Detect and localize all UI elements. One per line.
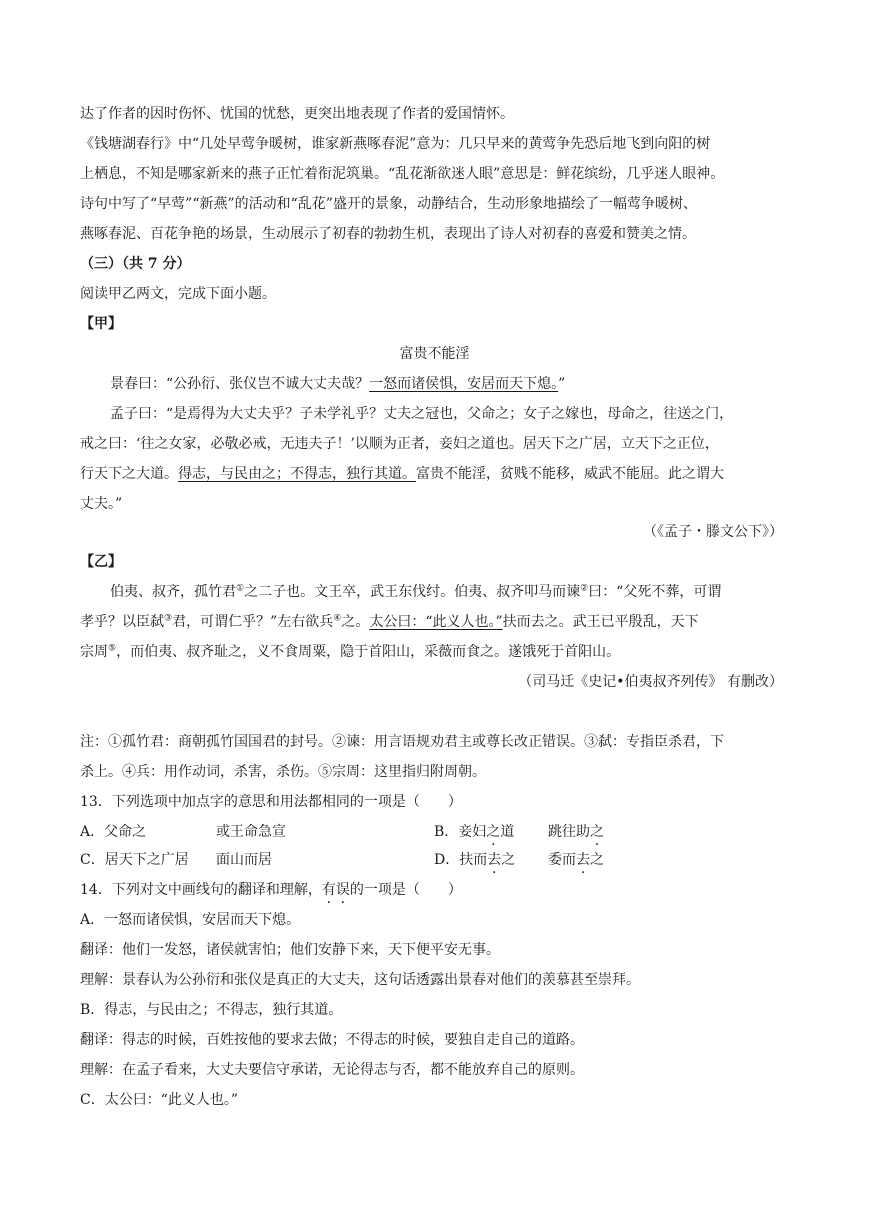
yi-line: 孝乎？以臣弑③君，可谓仁乎？”左右欲兵④之。太公曰：“此义人也。”扶而去之。武王已平殷乱，天下 [80,613,699,630]
dotted-char: 去 [576,852,590,868]
option-b-left: B．妾妇之道 [434,824,515,840]
jia-paragraph-2-line: 孟子曰：“是焉得为大丈夫乎？子未学礼乎？丈夫之冠也，父命之；女子之嫁也，母命之，往送之门， [110,406,734,422]
q14-line: B．得志，与民由之；不得志，独行其道。 [80,1002,343,1018]
underlined-sentence: 太公曰：“此义人也。” [369,614,503,630]
dotted-char: 误 [335,882,350,898]
jia-paragraph-2-line: 丈夫。” [80,496,123,512]
footnote-mark: ⑤ [108,643,117,654]
jia-paragraph-2-line: 戒之曰：‘往之女家，必敬必戒，无违夫子！’以顺为正者，妾妇之道也。居天下之广居，立天下之正位， [80,436,719,452]
text-yi-label: 【乙】 [80,554,122,570]
option-c-left: C．居天下之广居 [80,852,189,868]
option-c-right: 面山而居 [216,852,272,868]
q14-line: 理解：在孟子看来，大丈夫要信守承诺，无论得志与否，都不能放弃自己的原则。 [80,1062,584,1078]
underlined-sentence: 得志，与民由之；不得志，独行其道。 [178,466,416,482]
question-14-stem: 14．下列对文中画线句的翻译和理解，有误的一项是（ ） [80,882,462,898]
text-jia-title: 富贵不能淫 [399,346,470,362]
footnote-mark: ② [580,583,589,594]
footnote-mark: ③ [164,613,173,624]
notes-line: 注：①孤竹君：商朝孤竹国国君的封号。②谏：用言语规劝君主或尊长改正错误。③弑：专指臣杀君，下 [80,734,724,750]
option-a-left: A．父命之 [80,824,147,840]
instruction-text: 阅读甲乙两文，完成下面小题。 [80,286,276,302]
jia-source: （《孟子・滕文公下》） [643,524,783,540]
footnote-mark: ① [236,583,245,594]
section-heading: （三）（共 7 分） [80,256,191,272]
option-d-left: D．扶而去之 [434,852,516,868]
q14-line: C．太公曰：“此义人也。” [80,1092,239,1108]
footnote-mark: ④ [333,613,342,624]
text-jia-label: 【甲】 [80,316,122,332]
q14-line: 翻译：得志的时候，百姓按他的要求去做；不得志的时候，要独自走自己的道路。 [80,1032,584,1048]
yi-source: （司马迁《史记•伯夷叔齐列传》 有删改） [518,674,783,690]
dotted-char: 有 [321,882,336,898]
question-13-stem: 13．下列选项中加点字的意思和用法都相同的一项是（ ） [80,794,462,810]
q14-line: A．一怒而诸侯惧，安居而天下熄。 [80,912,301,928]
paragraph-line: 上栖息，不知是哪家新来的燕子正忙着衔泥筑巢。“乱花渐欲迷人眼”意思是：鲜花缤纷，几乎迷人眼神。 [80,166,725,182]
underlined-sentence: 一怒而诸侯惧，安居而天下熄。 [369,376,559,392]
paragraph-line: 诗句中写了“早莺”“新燕”的活动和“乱花”盛开的景象，动静结合，生动形象地描绘了一幅莺争暖树、 [80,196,697,212]
option-a-right: 或王命急宣 [216,824,286,840]
yi-line: 宗周⑤，而伯夷、叔齐耻之，义不食周粟，隐于首阳山，采薇而食之。遂饿死于首阳山。 [80,643,621,660]
jia-paragraph-1: 景春曰：“公孙衍、张仪岂不诚大丈夫哉？一怒而诸侯惧，安居而天下熄。” [110,376,566,392]
paragraph-line: 燕啄春泥、百花争艳的场景，生动展示了初春的勃勃生机，表现出了诗人对初春的喜爱和赞美之情。 [80,226,696,242]
jia-paragraph-2-line: 行天下之大道。得志，与民由之；不得志，独行其道。富贵不能淫，贫贱不能移，威武不能屈。此之谓大 [80,466,724,482]
notes-line: 杀上。④兵：用作动词，杀害，杀伤。⑤宗周：这里指归附周朝。 [80,764,486,780]
paragraph-line: 《钱塘湖春行》中“几处早莺争暖树，谁家新燕啄春泥”意为：几只早来的黄莺争先恐后地飞到向阳的树 [80,136,711,152]
dotted-char: 之 [486,824,501,840]
q14-line: 翻译：他们一发怒，诸侯就害怕；他们安静下来，天下便平安无事。 [80,942,500,958]
dotted-char: 之 [590,824,604,840]
dotted-char: 去 [487,852,502,868]
option-d-right: 委而去之 [548,852,604,868]
paragraph-line: 达了作者的因时伤怀、忧国的忧愁，更突出地表现了作者的爱国情怀。 [80,106,514,122]
q14-line: 理解：景春认为公孙衍和张仪是真正的大丈夫，这句话透露出景春对他们的羡慕甚至崇拜。 [80,972,640,988]
yi-line: 伯夷、叔齐，孤竹君①之二子也。文王卒，武王东伐纣。伯夷、叔齐叩马而谏②曰：“父死不葬，可谓 [110,583,722,600]
option-b-right: 跳往助之 [548,824,604,840]
